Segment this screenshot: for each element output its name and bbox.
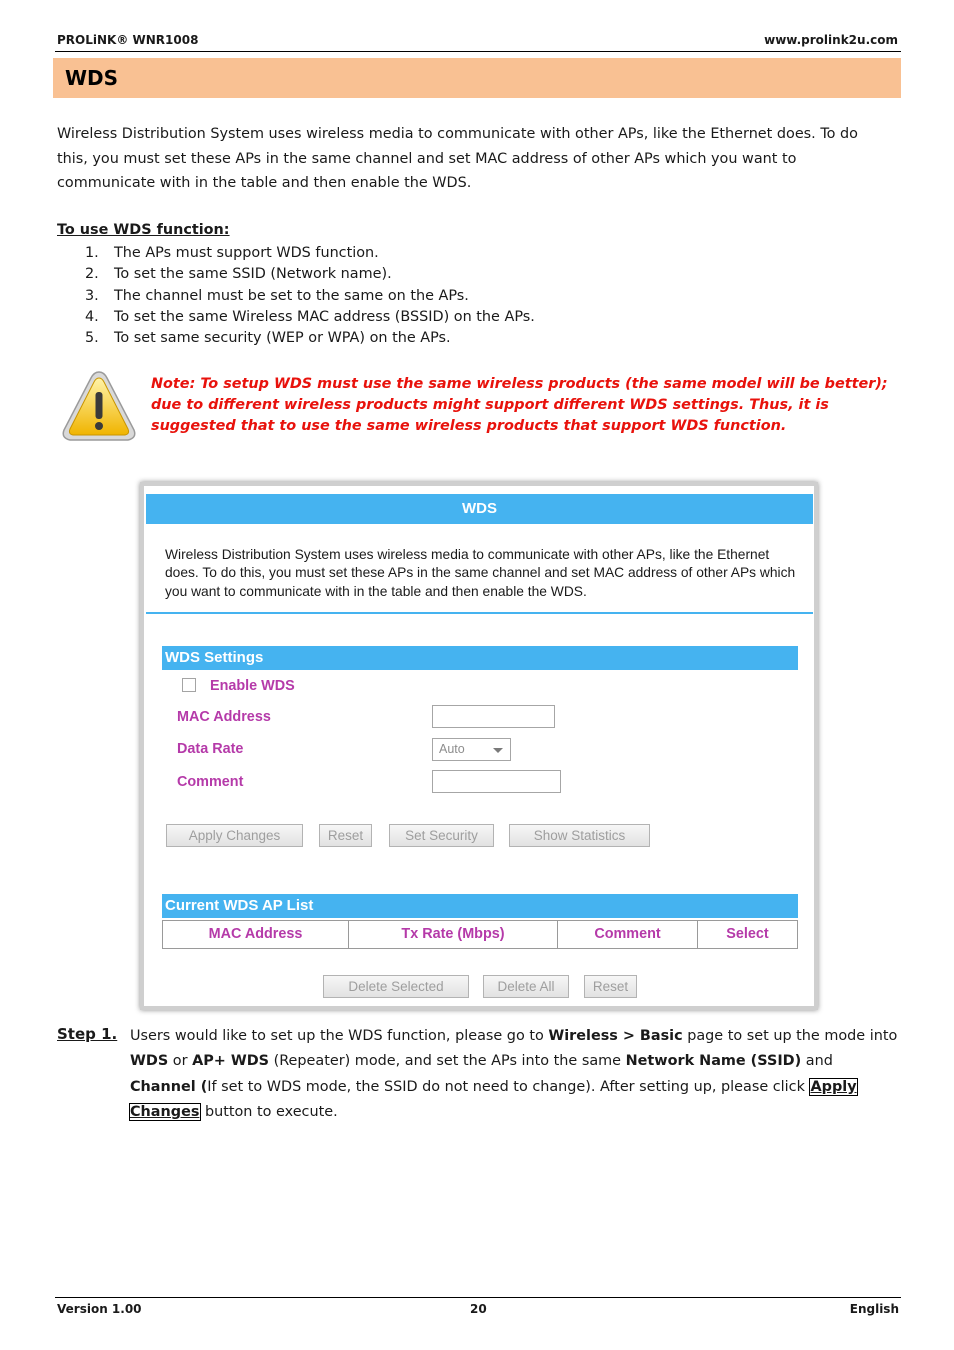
wds-ap-table-header — [162, 920, 798, 949]
step-text-part: button to execute. — [200, 1103, 338, 1120]
show-statistics-button[interactable]: Show Statistics — [509, 824, 650, 847]
list-item-text: To set the same Wireless MAC address (BSSID) on the APs. — [114, 308, 535, 325]
screenshot-title: WDS — [146, 494, 813, 524]
footer-divider — [55, 1297, 901, 1298]
list-item-number: 4. — [85, 308, 99, 325]
list-item-number: 5. — [85, 330, 99, 347]
delete-all-button[interactable]: Delete All — [483, 975, 569, 998]
step-text-part: or — [168, 1053, 193, 1070]
step-text-part: If set to WDS mode, the SSID do not need to change). After setting up, please click — [207, 1078, 810, 1095]
footer-version: Version 1.00 — [57, 1302, 142, 1316]
warning-icon — [60, 368, 138, 444]
delete-selected-button[interactable]: Delete Selected — [323, 975, 469, 998]
list-item-number: 3. — [85, 287, 99, 304]
list-item-text: The channel must be set to the same on the APs. — [114, 287, 469, 304]
column-select: Select — [726, 926, 769, 942]
set-security-button[interactable]: Set Security — [389, 824, 494, 847]
data-rate-value: Auto — [439, 742, 465, 756]
step-bold-ap-wds: AP+ WDS — [192, 1053, 269, 1070]
step-bold-channel: Channel ( — [130, 1078, 208, 1095]
howto-title: To use WDS function: — [57, 222, 230, 238]
enable-wds-checkbox[interactable] — [182, 678, 196, 692]
wds-settings-title: WDS Settings — [162, 646, 798, 670]
reset-button[interactable]: Reset — [319, 824, 372, 847]
column-mac-address: MAC Address — [163, 921, 349, 948]
list-item — [85, 286, 535, 307]
section-title: WDS — [65, 66, 119, 90]
list-reset-button[interactable]: Reset — [584, 975, 637, 998]
mac-address-label: MAC Address — [177, 709, 271, 725]
step-text-part: (Repeater) mode, and set the APs into the same — [269, 1053, 626, 1070]
screenshot-description: Wireless Distribution System uses wireless media to communicate with other APs, like the Ethernet does. To do this, you must set these APs in the same channel and set MAC address of other APs which you want to communicate with in the table and then enable the WDS. — [165, 547, 796, 599]
comment-label: Comment — [177, 774, 244, 790]
header-website: www.prolink2u.com — [764, 33, 898, 47]
enable-wds-label: Enable WDS — [210, 678, 295, 694]
list-item — [85, 243, 535, 264]
step-bold-wds: WDS — [130, 1053, 169, 1070]
howto-list — [85, 243, 535, 349]
header-divider — [55, 51, 901, 52]
column-comment: Comment — [558, 921, 698, 948]
list-item — [85, 307, 535, 328]
list-item — [85, 264, 535, 285]
wds-screenshot — [140, 482, 818, 1010]
section-heading-bar — [53, 58, 901, 98]
warning-note: Note: To setup WDS must use the same wireless products (the same model will be better); due to different wireless products might support different WDS settings. Thus, it is suggested that to use the same wireless products that support WDS function. — [151, 376, 888, 434]
list-item-text: To set same security (WEP or WPA) on the APs. — [114, 330, 451, 347]
step-text-part: and — [801, 1053, 833, 1070]
list-item-text: To set the same SSID (Network name). — [114, 266, 392, 283]
comment-input[interactable] — [432, 770, 561, 793]
step-apply-changes-reference: Apply Changes — [130, 1078, 857, 1120]
list-item — [85, 328, 535, 349]
current-wds-ap-list-title: Current WDS AP List — [162, 894, 798, 918]
step-bold-wireless-basic: Wireless > Basic — [548, 1028, 683, 1044]
list-item-number: 2. — [85, 266, 99, 283]
apply-changes-button[interactable]: Apply Changes — [166, 824, 303, 847]
footer-language: English — [849, 1302, 899, 1316]
data-rate-select[interactable] — [432, 738, 511, 761]
screenshot-divider — [146, 612, 813, 614]
step-bold-network-name: Network Name (SSID) — [625, 1053, 802, 1070]
footer-page-number: 20 — [470, 1302, 487, 1316]
list-item-number: 1. — [85, 245, 99, 261]
intro-paragraph: Wireless Distribution System uses wireless media to communicate with other APs, like the Ethernet does. To do this, you must set these APs in the same channel and set MAC address of other APs which you want to communicate with in the table and then enable the WDS. — [57, 126, 858, 191]
chevron-down-icon — [493, 748, 503, 753]
column-tx-rate: Tx Rate (Mbps) — [349, 921, 558, 948]
list-item-text: The APs must support WDS function. — [114, 245, 379, 261]
mac-address-input[interactable] — [432, 705, 555, 728]
step-label: Step 1. — [57, 1025, 118, 1043]
step-text — [130, 1024, 900, 1125]
header-product: PROLiNK® WNR1008 — [57, 33, 199, 47]
data-rate-label: Data Rate — [177, 741, 244, 757]
step-text-part: page to set up the mode into — [682, 1028, 898, 1044]
step-text-part: Users would like to set up the WDS function, please go to — [130, 1028, 549, 1044]
